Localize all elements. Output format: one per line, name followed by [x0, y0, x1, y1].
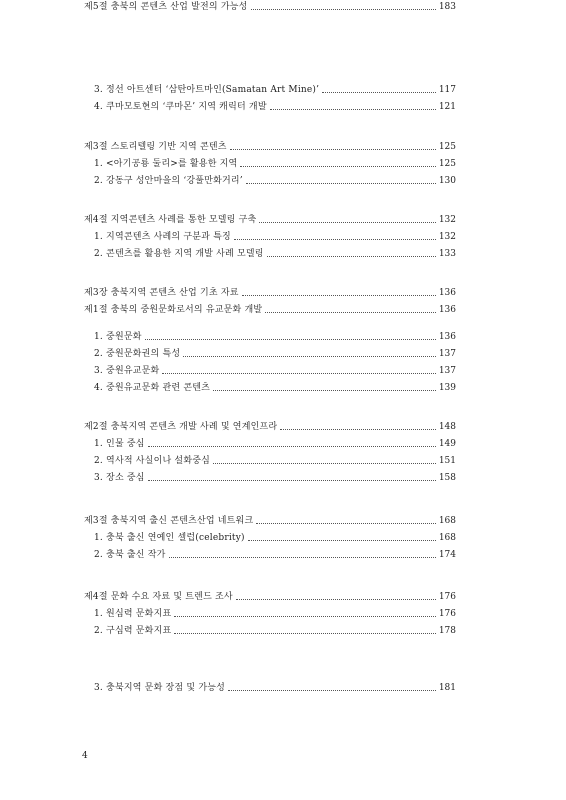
toc-entry: [84, 420, 456, 434]
dot-leader: [148, 479, 436, 481]
dot-leader: [213, 389, 436, 391]
dot-leader: [280, 428, 436, 430]
toc-entry-label: 2. 중원문화권의 특성: [94, 349, 181, 359]
toc-entry-page: 158: [438, 473, 456, 483]
toc-entry-page: 139: [438, 383, 456, 393]
toc-entry: [84, 303, 456, 317]
dot-leader: [230, 148, 436, 150]
toc-entry-page: 176: [438, 592, 456, 602]
toc-entry-page: 178: [438, 626, 456, 636]
toc-entry-page: 125: [438, 142, 456, 152]
toc-entry-page: 121: [438, 102, 456, 112]
toc-entry: [84, 0, 456, 14]
dot-leader: [174, 632, 435, 634]
dot-leader: [251, 8, 436, 10]
toc-entry-label: 1. 충북 출신 연예인 셀럽(celebrity): [94, 533, 245, 543]
toc-entry-page: 181: [438, 683, 456, 693]
dot-leader: [265, 311, 436, 313]
toc-entry-page: 183: [438, 2, 456, 12]
toc-entry-page: 117: [438, 85, 456, 95]
toc-entry-page: 136: [438, 305, 456, 315]
toc-entry: [94, 83, 456, 97]
toc-entry: [84, 590, 456, 604]
dot-leader: [236, 598, 436, 600]
toc-entry-page: 136: [438, 288, 456, 298]
dot-leader: [242, 294, 436, 296]
toc-entry: [94, 624, 456, 638]
dot-leader: [145, 338, 436, 340]
toc-entry-label: 제5절 충북의 콘텐츠 산업 발전의 가능성: [84, 2, 248, 12]
dot-leader: [169, 556, 436, 558]
toc-entry-page: 136: [438, 332, 456, 342]
page-number: 4: [82, 751, 88, 761]
dot-leader: [256, 522, 435, 524]
toc-entry: [94, 330, 456, 344]
toc-entry: [94, 437, 456, 451]
toc-entry-label: 제3절 스토리텔링 기반 지역 콘텐츠: [84, 142, 227, 152]
toc-entry-label: 제3절 충북지역 출신 콘텐츠산업 네트워크: [84, 516, 254, 526]
toc-entry-label: 3. 중원유교문화: [94, 366, 160, 376]
toc-entry: [94, 548, 456, 562]
toc-entry-page: 174: [438, 550, 456, 560]
toc-entry: [94, 531, 456, 545]
toc-entry-label: 1. <아기공룡 둘리>를 활용한 지역: [94, 159, 238, 169]
toc-entry: [84, 514, 456, 528]
toc-entry-label: 2. 구심력 문화지표: [94, 626, 172, 636]
toc-entry-label: 2. 강동구 성안마을의 ‘강풀만화거리’: [94, 176, 243, 186]
toc-entry-label: 제4절 문화 수요 자료 및 트렌드 조사: [84, 592, 233, 602]
toc-entry: [94, 157, 456, 171]
toc-entry-label: 1. 인물 중심: [94, 439, 145, 449]
dot-leader: [270, 108, 436, 110]
dot-leader: [162, 372, 435, 374]
toc-entry-page: 151: [438, 456, 456, 466]
toc-entry-label: 제3장 충북지역 콘텐츠 산업 기초 자료: [84, 288, 239, 298]
toc-entry-page: 176: [438, 609, 456, 619]
dot-leader: [148, 445, 436, 447]
toc-entry-page: 148: [438, 422, 456, 432]
toc-entry: [84, 213, 456, 227]
toc-entry: [94, 681, 456, 695]
toc-entry-page: 137: [438, 349, 456, 359]
toc-entry-page: 132: [438, 215, 456, 225]
dot-leader: [183, 355, 436, 357]
toc-entry-label: 제1절 충북의 중원문화로서의 유교문화 개발: [84, 305, 263, 315]
toc-entry: [84, 140, 456, 154]
dot-leader: [248, 539, 436, 541]
toc-entry-label: 4. 중원유교문화 관련 콘텐츠: [94, 383, 211, 393]
toc-entry-label: 2. 역사적 사실이나 설화중심: [94, 456, 211, 466]
toc-entry: [94, 347, 456, 361]
dot-leader: [174, 615, 435, 617]
toc-entry: [94, 230, 456, 244]
toc-entry-page: 133: [438, 249, 456, 259]
toc-entry-label: 1. 중원문화: [94, 332, 142, 342]
dot-leader: [267, 255, 436, 257]
toc-entry-page: 125: [438, 159, 456, 169]
toc-entry: [94, 247, 456, 261]
toc-entry: [94, 471, 456, 485]
toc-entry: [94, 607, 456, 621]
toc-entry: [94, 454, 456, 468]
toc-entry-label: 2. 충북 출신 작가: [94, 550, 166, 560]
toc-entry-page: 149: [438, 439, 456, 449]
dot-leader: [228, 689, 436, 691]
toc-entry-label: 제4절 지역콘텐츠 사례를 통한 모델링 구축: [84, 215, 257, 225]
toc-entry-label: 3. 정선 아트센터 ‘삼탄아트마인(Samatan Art Mine)’: [94, 85, 320, 95]
toc-entry-label: 1. 원심력 문화지표: [94, 609, 172, 619]
toc-entry: [94, 100, 456, 114]
toc-entry-page: 132: [438, 232, 456, 242]
dot-leader: [246, 182, 436, 184]
dot-leader: [234, 238, 436, 240]
toc-entry-page: 137: [438, 366, 456, 376]
dot-leader: [213, 462, 436, 464]
toc-entry-label: 3. 장소 중심: [94, 473, 145, 483]
toc-entry-page: 168: [438, 516, 456, 526]
toc-entry-label: 제2절 충북지역 콘텐츠 개발 사례 및 연계인프라: [84, 422, 278, 432]
toc-entry: [94, 381, 456, 395]
dot-leader: [240, 165, 435, 167]
toc-entry-label: 1. 지역콘텐츠 사례의 구분과 특징: [94, 232, 231, 242]
toc-entry-page: 130: [438, 176, 456, 186]
toc-entry-label: 2. 콘텐츠를 활용한 지역 개발 사례 모델링: [94, 249, 264, 259]
toc-entry: [94, 364, 456, 378]
toc-entry-page: 168: [438, 533, 456, 543]
toc-entry: [94, 174, 456, 188]
dot-leader: [322, 91, 436, 93]
dot-leader: [259, 221, 435, 223]
toc-entry: [84, 286, 456, 300]
toc-entry-label: 4. 쿠마모토현의 ‘쿠마몬’ 지역 캐릭터 개발: [94, 102, 267, 112]
toc-entry-label: 3. 충북지역 문화 장점 및 가능성: [94, 683, 226, 693]
